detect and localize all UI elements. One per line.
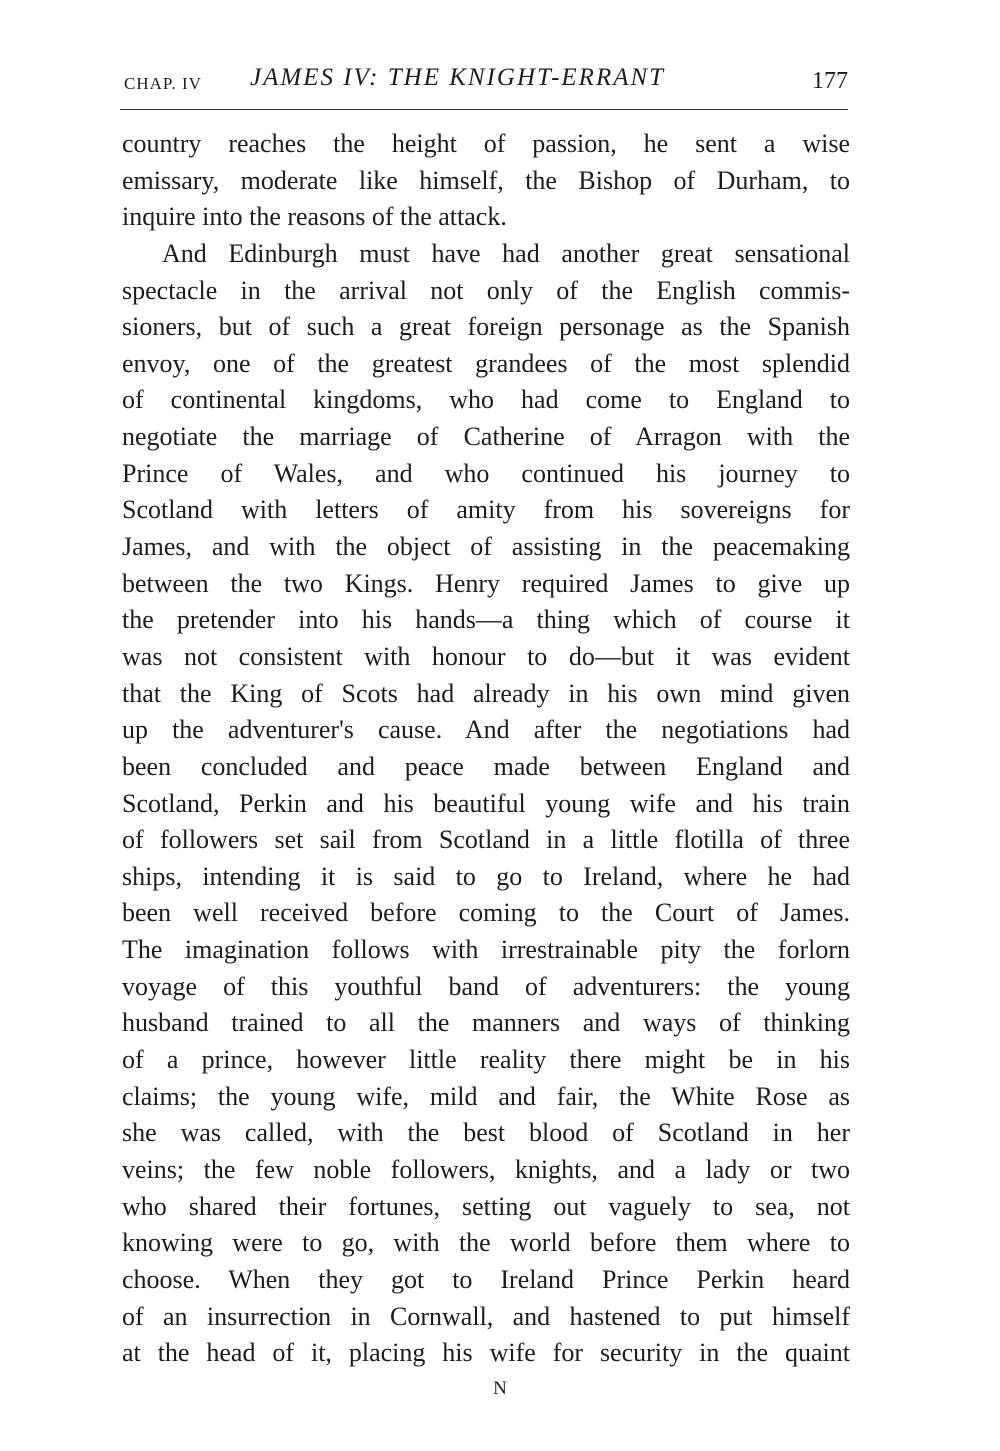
text-line: was not consistent with honour to do—but it was evident [122,641,850,671]
text-line: emissary, moderate like himself, the Bishop of Durham, to [122,165,850,195]
text-line: of followers set sail from Scotland in a little flotilla of three [122,825,850,855]
chapter-label: CHAP. IV [124,74,202,93]
text-line: that the King of Scots had already in his own mind given [122,678,850,708]
running-title: JAMES IV: THE KNIGHT-ERRANT [250,64,666,91]
text-line: Scotland, Perkin and his beautiful young wife and his train [122,788,850,818]
signature-mark: N [493,1378,507,1399]
body-text [122,126,850,1372]
text-line: choose. When they got to Ireland Prince Perkin heard [122,1264,850,1294]
text-line: at the head of it, placing his wife for security in the quaint [122,1338,850,1368]
text-line: Prince of Wales, and who continued his journey to [122,458,850,488]
text-line: who shared their fortunes, setting out vaguely to sea, not [122,1191,850,1221]
text-line: The imagination follows with irrestrainable pity the forlorn [122,935,850,965]
text-line: voyage of this youthful band of adventurers: the young [122,971,850,1001]
text-line: husband trained to all the manners and ways of thinking [122,1008,850,1038]
text-line: country reaches the height of passion, he sent a wise [122,129,850,158]
text-line: Scotland with letters of amity from his sovereigns for [122,495,850,525]
text-line: up the adventurer's cause. And after the negotiations had [122,715,850,745]
text-line: spectacle in the arrival not only of the English commis- [122,275,850,305]
text-line: negotiate the marriage of Catherine of Arragon with the [122,422,850,452]
text-line: inquire into the reasons of the attack. [122,202,507,232]
text-line: been well received before coming to the Court of James. [122,898,850,928]
text-line: of a prince, however little reality there might be in his [122,1045,850,1075]
text-line: envoy, one of the greatest grandees of the most splendid [122,348,850,378]
text-line: ships, intending it is said to go to Ireland, where he had [122,861,850,891]
text-line: been concluded and peace made between England and [122,751,850,781]
text-line: James, and with the object of assisting in the peacemaking [122,532,850,562]
text-line: claims; the young wife, mild and fair, the White Rose as [122,1081,850,1111]
text-line: knowing were to go, with the world before them where to [122,1228,850,1258]
text-line: veins; the few noble followers, knights, and a lady or two [122,1154,850,1184]
text-line: And Edinburgh must have had another great sensational [162,238,850,268]
text-line: sioners, but of such a great foreign personage as the Spanish [122,312,850,342]
text-line: of an insurrection in Cornwall, and hastened to put himself [122,1301,850,1331]
text-line: between the two Kings. Henry required James to give up [122,568,850,598]
running-header [120,62,850,102]
header-rule [120,109,848,110]
text-line: of continental kingdoms, who had come to England to [122,385,850,415]
text-line: the pretender into his hands—a thing which of course it [122,605,850,635]
text-line: she was called, with the best blood of Scotland in her [122,1118,850,1148]
page-number: 177 [812,68,848,94]
